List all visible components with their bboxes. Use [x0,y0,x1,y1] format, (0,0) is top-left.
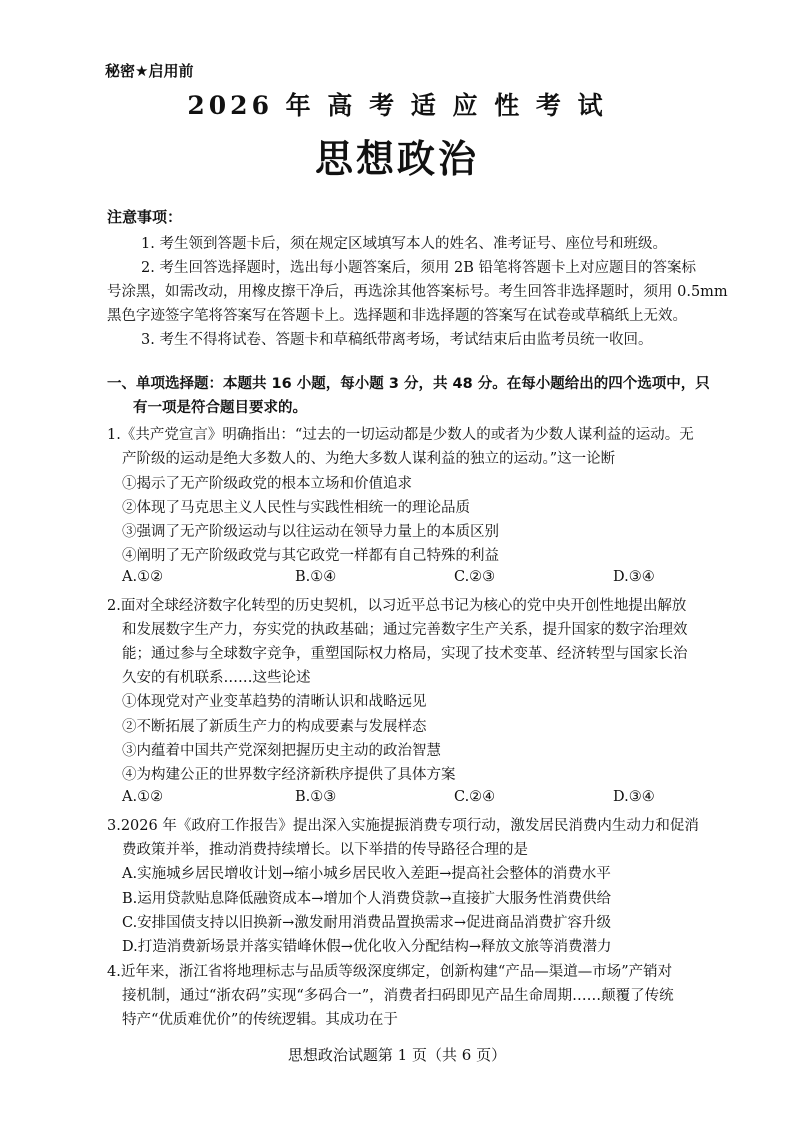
option-d: D.③④ [613,789,655,805]
question-3-choice-a: A.实施城乡居民增收计划→缩小城乡居民收入差距→提高社会整体的消费水平 [122,866,611,882]
question-3-choice-b: B.运用贷款贴息降低融资成本→增加个人消费贷款→直接扩大服务性消费供给 [122,891,612,907]
option-d: D.③④ [613,569,655,585]
notice-line: 2. 考生回答选择题时，选出每小题答案后，须用 2B 铅笔将答题卡上对应题目的答案标 [141,260,697,276]
question-2-stem: 2.面对全球经济数字化转型的历史契机，以习近平总书记为核心的党中央开创性地提出解放 [107,598,687,614]
question-2-stem: 和发展数字生产力，夯实党的执政基础；通过完善数字生产关系，提升国家的数字治理效 [122,622,688,638]
question-3-stem: 3.2026 年《政府工作报告》提出深入实施提振消费专项行动，激发居民消费内生动力和促消 [107,818,699,834]
question-3-stem: 费政策并举，推动消费持续增长。以下举措的传导路径合理的是 [122,842,528,858]
exam-title: 2026 年 高 考 适 应 性 考 试 [187,91,607,120]
page-footer: 思想政治试题第 1 页（共 6 页） [287,1046,507,1064]
question-1-statement: ①揭示了无产阶级政党的根本立场和价值追求 [122,476,412,492]
section-heading-line: 一、单项选择题：本题共 16 小题，每小题 3 分，共 48 分。在每小题给出的四个选项中，只 [107,376,710,392]
section-heading [107,372,747,420]
question-2-stem: 能；通过参与全球数字竞争，重塑国际权力格局，实现了技术变革、经济转型与国家长治 [122,646,688,662]
notice-heading: 注意事项： [107,208,183,226]
option-b: B.①③ [295,789,337,805]
option-b: B.①④ [295,569,337,585]
notice-line: 黑色字迹签字笔将答案写在答题卡上。选择题和非选择题的答案写在试卷或草稿纸上无效。 [107,308,687,324]
question-1-statement: ②体现了马克思主义人民性与实践性相统一的理论品质 [122,500,470,516]
subject-title: 思想政治 [314,137,479,181]
question-1-stem: 产阶级的运动是绝大多数人的、为绝大多数人谋利益的独立的运动。”这一论断 [122,451,616,467]
option-a: A.①② [122,789,164,805]
question-1-statement: ③强调了无产阶级运动与以往运动在领导力量上的本质区别 [122,524,499,540]
question-4-stem: 4.近年来，浙江省将地理标志与品质等级深度绑定，创新构建“产品—渠道—市场”产销对 [107,964,673,980]
notice-line: 号涂黑，如需改动，用橡皮擦干净后，再选涂其他答案标号。考生回答非选择题时，须用 0.5mm [107,284,728,300]
secret-label: 秘密★启用前 [105,62,194,80]
question-2-statement: ③内蕴着中国共产党深刻把握历史主动的政治智慧 [122,743,441,759]
question-1-stem: 1.《共产党宣言》明确指出：“过去的一切运动都是少数人的或者为少数人谋利益的运动。无 [107,427,694,443]
question-3-choice-c: C.安排国债支持以旧换新→激发耐用消费品置换需求→促进商品消费扩容升级 [122,915,611,931]
option-c: C.②③ [454,569,496,585]
question-1-statement: ④阐明了无产阶级政党与其它政党一样都有自己特殊的利益 [122,548,499,564]
notice-line: 1. 考生领到答题卡后，须在规定区域填写本人的姓名、准考证号、座位号和班级。 [141,236,667,252]
question-2-statement: ①体现党对产业变革趋势的清晰认识和战略远见 [122,694,427,710]
question-4-stem: 接机制，通过“浙农码”实现“多码合一”，消费者扫码即见产品生命周期……颠覆了传统 [122,988,674,1004]
question-4-stem: 特产“优质难优价”的传统逻辑。其成功在于 [122,1012,398,1028]
question-3-choice-d: D.打造消费新场景并落实错峰休假→优化收入分配结构→释放文旅等消费潜力 [122,939,612,955]
question-2-statement: ②不断拓展了新质生产力的构成要素与发展样态 [122,719,427,735]
question-2-stem: 久安的有机联系……这些论述 [122,670,311,686]
question-2-statement: ④为构建公正的世界数字经济新秩序提供了具体方案 [122,767,456,783]
notice-line: 3. 考生不得将试卷、答题卡和草稿纸带离考场，考试结束后由监考员统一收回。 [141,332,653,348]
option-c: C.②④ [454,789,496,805]
option-a: A.①② [122,569,164,585]
section-heading-line: 有一项是符合题目要求的。 [133,400,307,416]
